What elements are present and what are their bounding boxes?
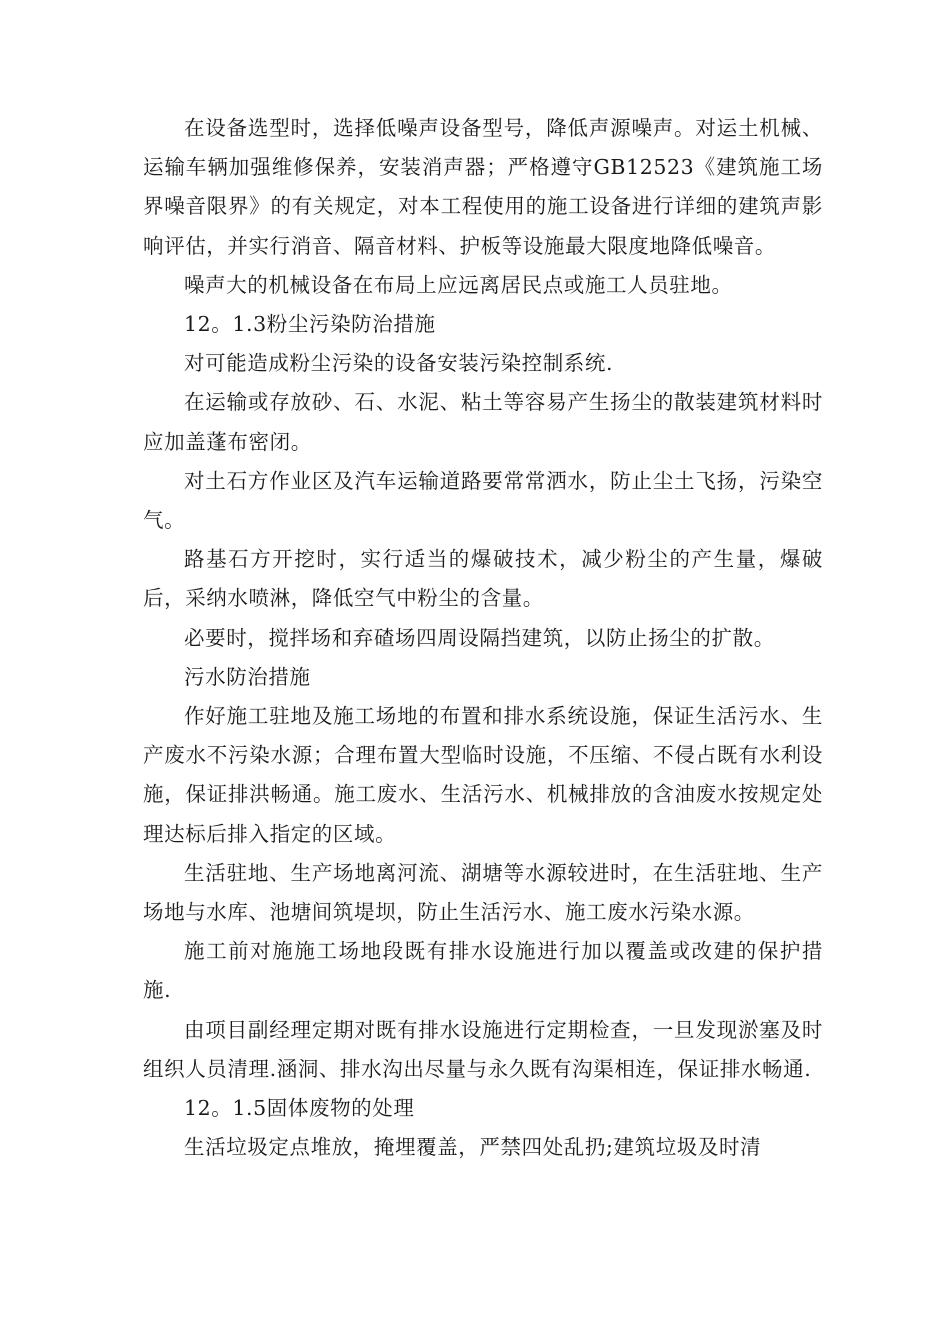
section-heading-solid-waste: 12。1.5固体废物的处理 [184, 1096, 415, 1121]
paragraph-drainage-layout: 作好施工驻地及施工场地的布置和排水系统设施，保证生活污水、生产废水不污染水源；合理布置大型临时设施，不压缩、不侵占既有水利设施，保证排洪畅通。施工废水、生活污水、机械排放的含油废水按规定处理达标后排入指定的区域。 [143, 704, 823, 846]
paragraph-water-source-protection: 生活驻地、生产场地离河流、湖塘等水源较进时，在生活驻地、生产场地与水库、池塘间筑堤坝，防止生活污水、施工废水污染水源。 [143, 860, 823, 925]
paragraph-bulk-material-cover: 在运输或存放砂、石、水泥、粘土等容易产生扬尘的散装建筑材料时应加盖蓬布密闭。 [143, 390, 823, 454]
paragraph-noise-layout: 噪声大的机械设备在布局上应远离居民点或施工人员驻地。 [184, 272, 733, 297]
paragraph-dust-control-system: 对可能造成粉尘污染的设备安装污染控制系统. [184, 351, 614, 376]
paragraph-road-sprinkling: 对土石方作业区及汽车运输道路要常常洒水，防止尘土飞扬，污染空气。 [143, 468, 823, 533]
paragraph-garbage-disposal: 生活垃圾定点堆放，掩埋覆盖，严禁四处乱扔;建筑垃圾及时清 [184, 1135, 762, 1160]
section-heading-dust-prevention: 12。1.3粉尘污染防治措施 [184, 312, 436, 337]
section-heading-sewage-prevention: 污水防治措施 [184, 664, 311, 689]
paragraph-barrier-buildings: 必要时，搅拌场和弃碴场四周设隔挡建筑，以防止扬尘的扩散。 [184, 625, 775, 650]
paragraph-drainage-inspection: 由项目副经理定期对既有排水设施进行定期检查，一旦发现淤塞及时组织人员清理.涵洞、排水沟出尽量与永久既有沟渠相连，保证排水畅通. [143, 1017, 823, 1081]
paragraph-noise-equipment-selection: 在设备选型时，选择低噪声设备型号，降低声源噪声。对运土机械、运输车辆加强维修保养，安装消声器；严格遵守GB12523《建筑施工场界噪音限界》的有关规定，对本工程使用的施工设备进行详细的建筑声影响评估，并实行消音、隔音材料、护板等设施最大限度地降低噪音。 [143, 116, 823, 258]
document-body [143, 109, 823, 1167]
paragraph-blasting-dust: 路基石方开挖时，实行适当的爆破技术，减少粉尘的产生量，爆破后，采纳水喷淋，降低空气中粉尘的含量。 [143, 547, 823, 611]
paragraph-existing-drainage-protection: 施工前对施施工场地段既有排水设施进行加以覆盖或改建的保护措施. [143, 939, 823, 1003]
